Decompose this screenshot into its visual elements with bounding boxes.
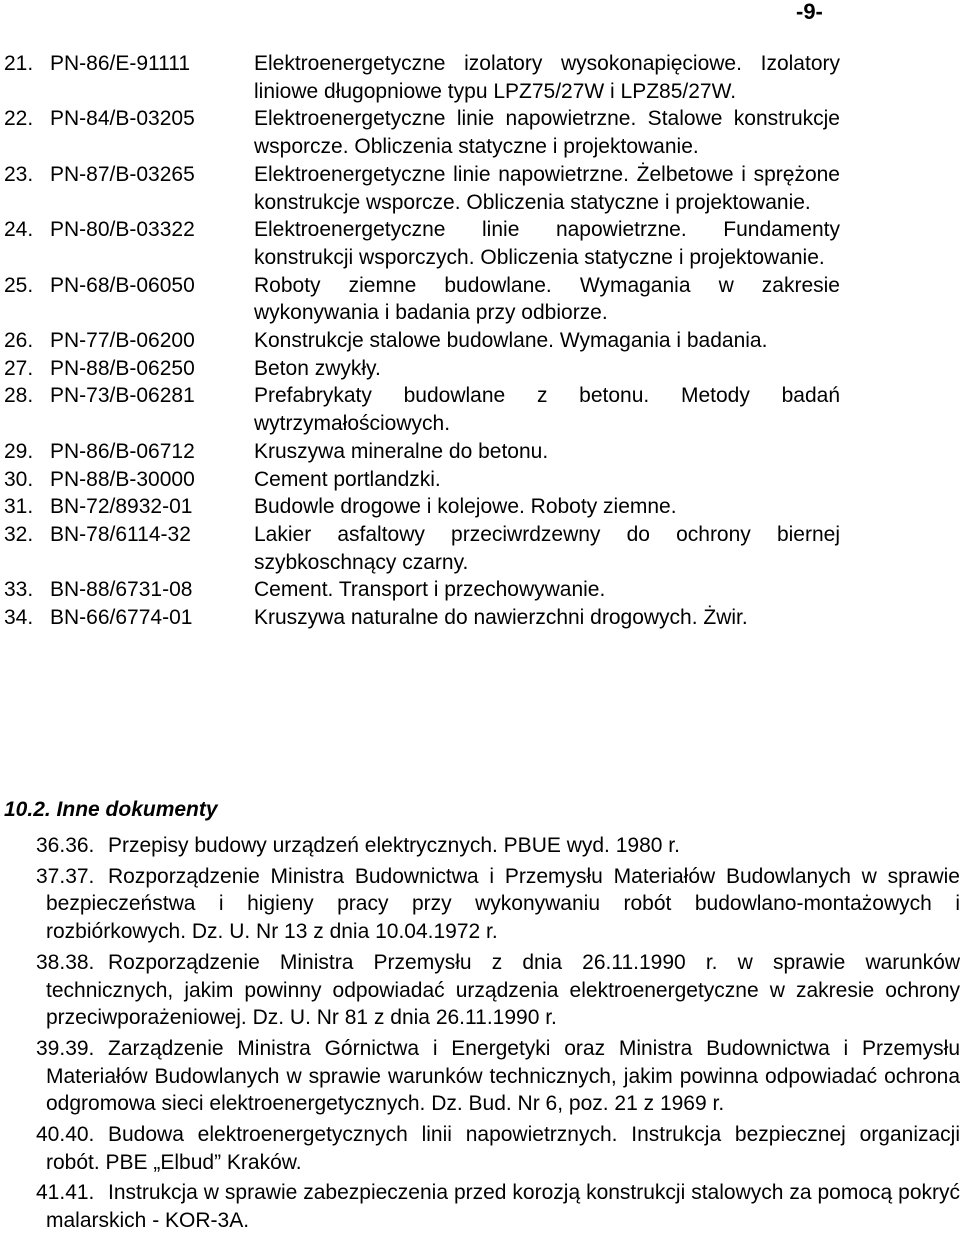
document-text: Budowa elektroenergetycznych linii napowietrznych. Instrukcja bezpiecznej organizacji robót. PBE „Elbud” Kraków. bbox=[46, 1123, 960, 1174]
standard-row bbox=[0, 161, 960, 216]
document-item bbox=[0, 949, 960, 1032]
standard-number: 26. bbox=[4, 329, 34, 353]
document-number: 36.36. bbox=[36, 834, 95, 857]
standard-description: Cement. Transport i przechowywanie. bbox=[254, 578, 606, 602]
standard-row bbox=[0, 466, 960, 494]
standard-description: Cement portlandzki. bbox=[254, 467, 441, 491]
standard-description: Prefabrykaty budowlane z betonu. Metody badań wytrzymałościowych. bbox=[254, 384, 840, 436]
standard-number: 22. bbox=[4, 107, 34, 131]
document-text: Zarządzenie Ministra Górnictwa i Energetyki oraz Ministra Budownictwa i Przemysłu Materiałów Budowlanych w sprawie warunków technicznych, jakim powinna odpowiadać ochrona odgromowa sieci elektroenergetycznych. Dz. Bud. Nr 6, poz. 21 z 1969 r. bbox=[46, 1036, 960, 1116]
document-text: Przepisy budowy urządzeń elektrycznych. PBUE wyd. 1980 r. bbox=[108, 834, 680, 857]
standard-code: PN-80/B-03322 bbox=[50, 218, 195, 242]
document-text: Instrukcja w sprawie zabezpieczenia przed korozją konstrukcji stalowych za pomocą pokryć malarskich - KOR-3A. bbox=[46, 1181, 960, 1233]
standard-number: 32. bbox=[4, 522, 34, 546]
standard-code: PN-88/B-06250 bbox=[50, 356, 195, 380]
document-item bbox=[0, 1121, 960, 1176]
document-number: 41.41. bbox=[36, 1181, 95, 1205]
standard-code: PN-77/B-06200 bbox=[50, 329, 195, 353]
standard-description: Elektroenergetyczne linie napowietrzne. Fundamenty konstrukcji wsporczych. Obliczenia statyczne i projektowanie. bbox=[254, 218, 840, 269]
standard-description: Beton zwykły. bbox=[254, 356, 381, 380]
standard-row bbox=[0, 521, 960, 576]
standard-code: BN-88/6731-08 bbox=[50, 578, 193, 602]
standard-number: 25. bbox=[4, 273, 34, 297]
standard-code: PN-68/B-06050 bbox=[50, 273, 195, 297]
document-number: 37.37. bbox=[36, 864, 95, 888]
standard-code: PN-84/B-03205 bbox=[50, 107, 195, 131]
standard-number: 34. bbox=[4, 606, 34, 630]
document-item bbox=[0, 832, 960, 860]
document-number: 40.40. bbox=[36, 1123, 95, 1147]
standard-number: 28. bbox=[4, 384, 34, 408]
standard-code: BN-66/6774-01 bbox=[50, 606, 193, 630]
standard-code: PN-87/B-03265 bbox=[50, 162, 195, 186]
standard-row bbox=[0, 272, 960, 327]
standard-description: Konstrukcje stalowe budowlane. Wymagania i badania. bbox=[254, 329, 768, 353]
standard-row bbox=[0, 604, 960, 632]
standard-number: 27. bbox=[4, 356, 34, 380]
standard-row bbox=[0, 382, 960, 437]
standard-row bbox=[0, 576, 960, 604]
standard-row bbox=[0, 327, 960, 355]
standards-list bbox=[0, 50, 960, 632]
document-number: 38.38. bbox=[36, 950, 95, 974]
standard-row bbox=[0, 355, 960, 383]
standard-code: BN-78/6114-32 bbox=[50, 522, 191, 546]
standard-number: 31. bbox=[4, 495, 34, 519]
standard-description: Budowle drogowe i kolejowe. Roboty ziemne. bbox=[254, 495, 677, 519]
standard-row bbox=[0, 216, 960, 271]
standard-number: 24. bbox=[4, 218, 34, 242]
standard-row bbox=[0, 50, 960, 105]
document-text: Rozporządzenie Ministra Budownictwa i Przemysłu Materiałów Budowlanych w sprawie bezpieczeństwa i higieny pracy przy wykonywaniu robót budowlano-montażowych i rozbiórkowych. Dz. U. Nr 13 z dnia 10.04.1972 r. bbox=[46, 864, 960, 944]
document-item bbox=[0, 1035, 960, 1118]
page-number: -9- bbox=[796, 0, 823, 24]
standard-code: PN-86/E-91111 bbox=[50, 52, 191, 75]
standard-description: Elektroenergetyczne izolatory wysokonapięciowe. Izolatory liniowe długopniowe typu LPZ75/27W i LPZ85/27W. bbox=[254, 52, 840, 103]
standard-code: PN-88/B-30000 bbox=[50, 467, 195, 491]
standard-number: 23. bbox=[4, 162, 34, 186]
section-heading: 10.2. Inne dokumenty bbox=[4, 798, 218, 821]
document-item bbox=[0, 863, 960, 946]
standard-description: Kruszywa naturalne do nawierzchni drogowych. Żwir. bbox=[254, 606, 748, 630]
standard-code: PN-86/B-06712 bbox=[50, 439, 195, 463]
document-item bbox=[0, 1179, 960, 1234]
standard-code: BN-72/8932-01 bbox=[50, 495, 193, 519]
standard-number: 21. bbox=[4, 52, 34, 75]
standard-row bbox=[0, 493, 960, 521]
standard-number: 30. bbox=[4, 467, 34, 491]
standard-number: 29. bbox=[4, 439, 34, 463]
standard-row bbox=[0, 438, 960, 466]
standard-code: PN-73/B-06281 bbox=[50, 384, 195, 408]
standard-description: Elektroenergetyczne linie napowietrzne. Żelbetowe i sprężone konstrukcje wsporcze. Obliczenia statyczne i projektowanie. bbox=[254, 162, 840, 214]
standard-description: Elektroenergetyczne linie napowietrzne. Stalowe konstrukcje wsporcze. Obliczenia statyczne i projektowanie. bbox=[254, 107, 840, 159]
standard-description: Roboty ziemne budowlane. Wymagania w zakresie wykonywania i badania przy odbiorze. bbox=[254, 273, 840, 325]
document-text: Rozporządzenie Ministra Przemysłu z dnia 26.11.1990 r. w sprawie warunków technicznych, jakim powinny odpowiadać urządzenia elektroenergetyczne w zakresie ochrony przeciwporażeniowej. Dz. U. Nr 81 z dnia 26.11.1990 r. bbox=[46, 950, 960, 1030]
standard-number: 33. bbox=[4, 578, 34, 602]
documents-list bbox=[0, 832, 960, 1235]
standard-row bbox=[0, 105, 960, 160]
standard-description: Lakier asfaltowy przeciwrdzewny do ochrony biernej szybkoschnący czarny. bbox=[254, 522, 840, 574]
document-number: 39.39. bbox=[36, 1036, 95, 1060]
standard-description: Kruszywa mineralne do betonu. bbox=[254, 439, 549, 463]
